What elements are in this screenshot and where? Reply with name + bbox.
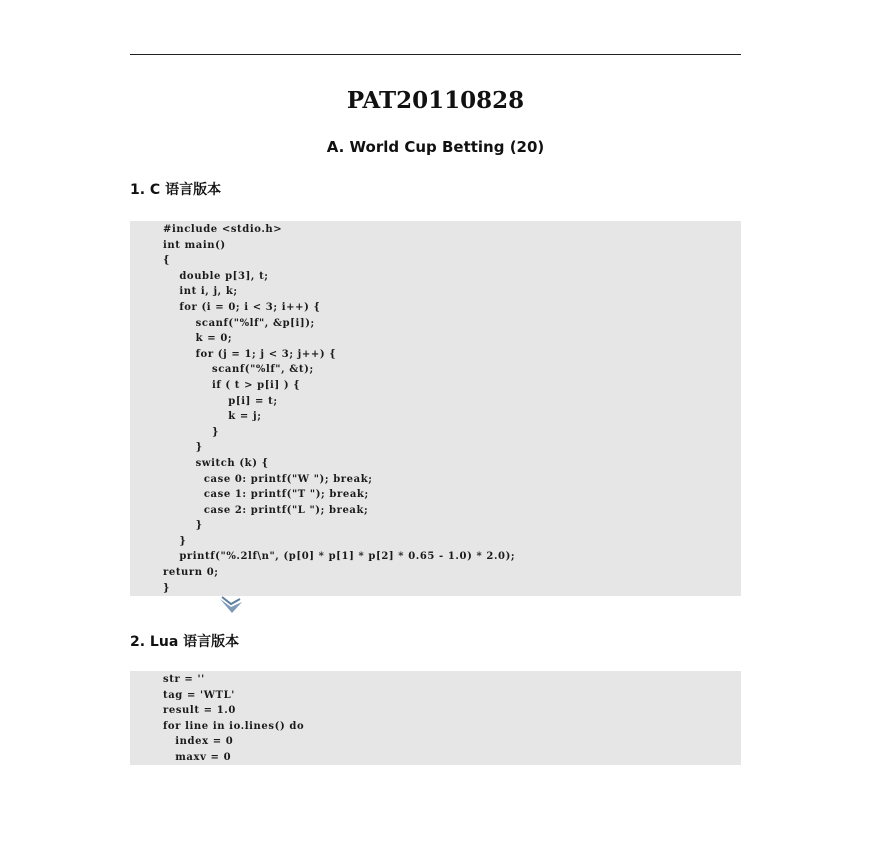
c-code-block xyxy=(130,221,741,596)
code-line: str = '' xyxy=(163,674,205,685)
code-line: k = 0; xyxy=(163,333,233,345)
code-line: printf("%.2lf\n", (p[0] * p[1] * p[2] * 0.65 - 1.0) * 2.0); xyxy=(163,551,516,563)
code-line: } xyxy=(163,582,171,594)
code-line: { xyxy=(163,255,171,267)
code-line: switch (k) { xyxy=(163,457,269,469)
code-line: for line in io.lines() do xyxy=(163,720,305,732)
code-line: double p[3], t; xyxy=(163,270,269,282)
code-line: k = j; xyxy=(163,411,262,423)
code-line: int i, j, k; xyxy=(163,286,238,298)
lua-code-block xyxy=(130,671,741,765)
code-line: } xyxy=(163,442,203,454)
code-line: for (i = 0; i < 3; i++) { xyxy=(163,301,321,313)
code-line: case 2: printf("L "); break; xyxy=(163,504,369,516)
document-title: PAT20110828 xyxy=(346,87,525,114)
code-line: if ( t > p[i] ) { xyxy=(163,379,301,391)
code-line: result = 1.0 xyxy=(163,705,236,717)
code-line: } xyxy=(163,520,203,532)
code-line: p[i] = t; xyxy=(163,395,278,407)
code-line: tag = 'WTL' xyxy=(163,689,235,701)
lua-version-heading: 2. Lua 语言版本 xyxy=(130,634,240,650)
chevron-down-icon xyxy=(218,596,244,616)
top-rule xyxy=(130,54,741,55)
code-line: maxv = 0 xyxy=(163,751,232,763)
code-line: scanf("%lf", &p[i]); xyxy=(163,317,315,329)
code-line: scanf("%lf", &t); xyxy=(163,364,314,376)
code-line: } xyxy=(163,426,220,438)
code-line: case 1: printf("T "); break; xyxy=(163,489,369,501)
section-heading: A. World Cup Betting (20) xyxy=(326,138,545,156)
code-line: return 0; xyxy=(163,567,219,579)
code-line: case 0: printf("W "); break; xyxy=(163,473,373,485)
code-line: } xyxy=(163,535,187,547)
code-line: #include <stdio.h> xyxy=(163,224,283,235)
code-line: index = 0 xyxy=(163,736,234,748)
c-version-heading: 1. C 语言版本 xyxy=(130,182,222,198)
code-line: int main() xyxy=(163,239,226,251)
code-line: for (j = 1; j < 3; j++) { xyxy=(163,348,337,360)
